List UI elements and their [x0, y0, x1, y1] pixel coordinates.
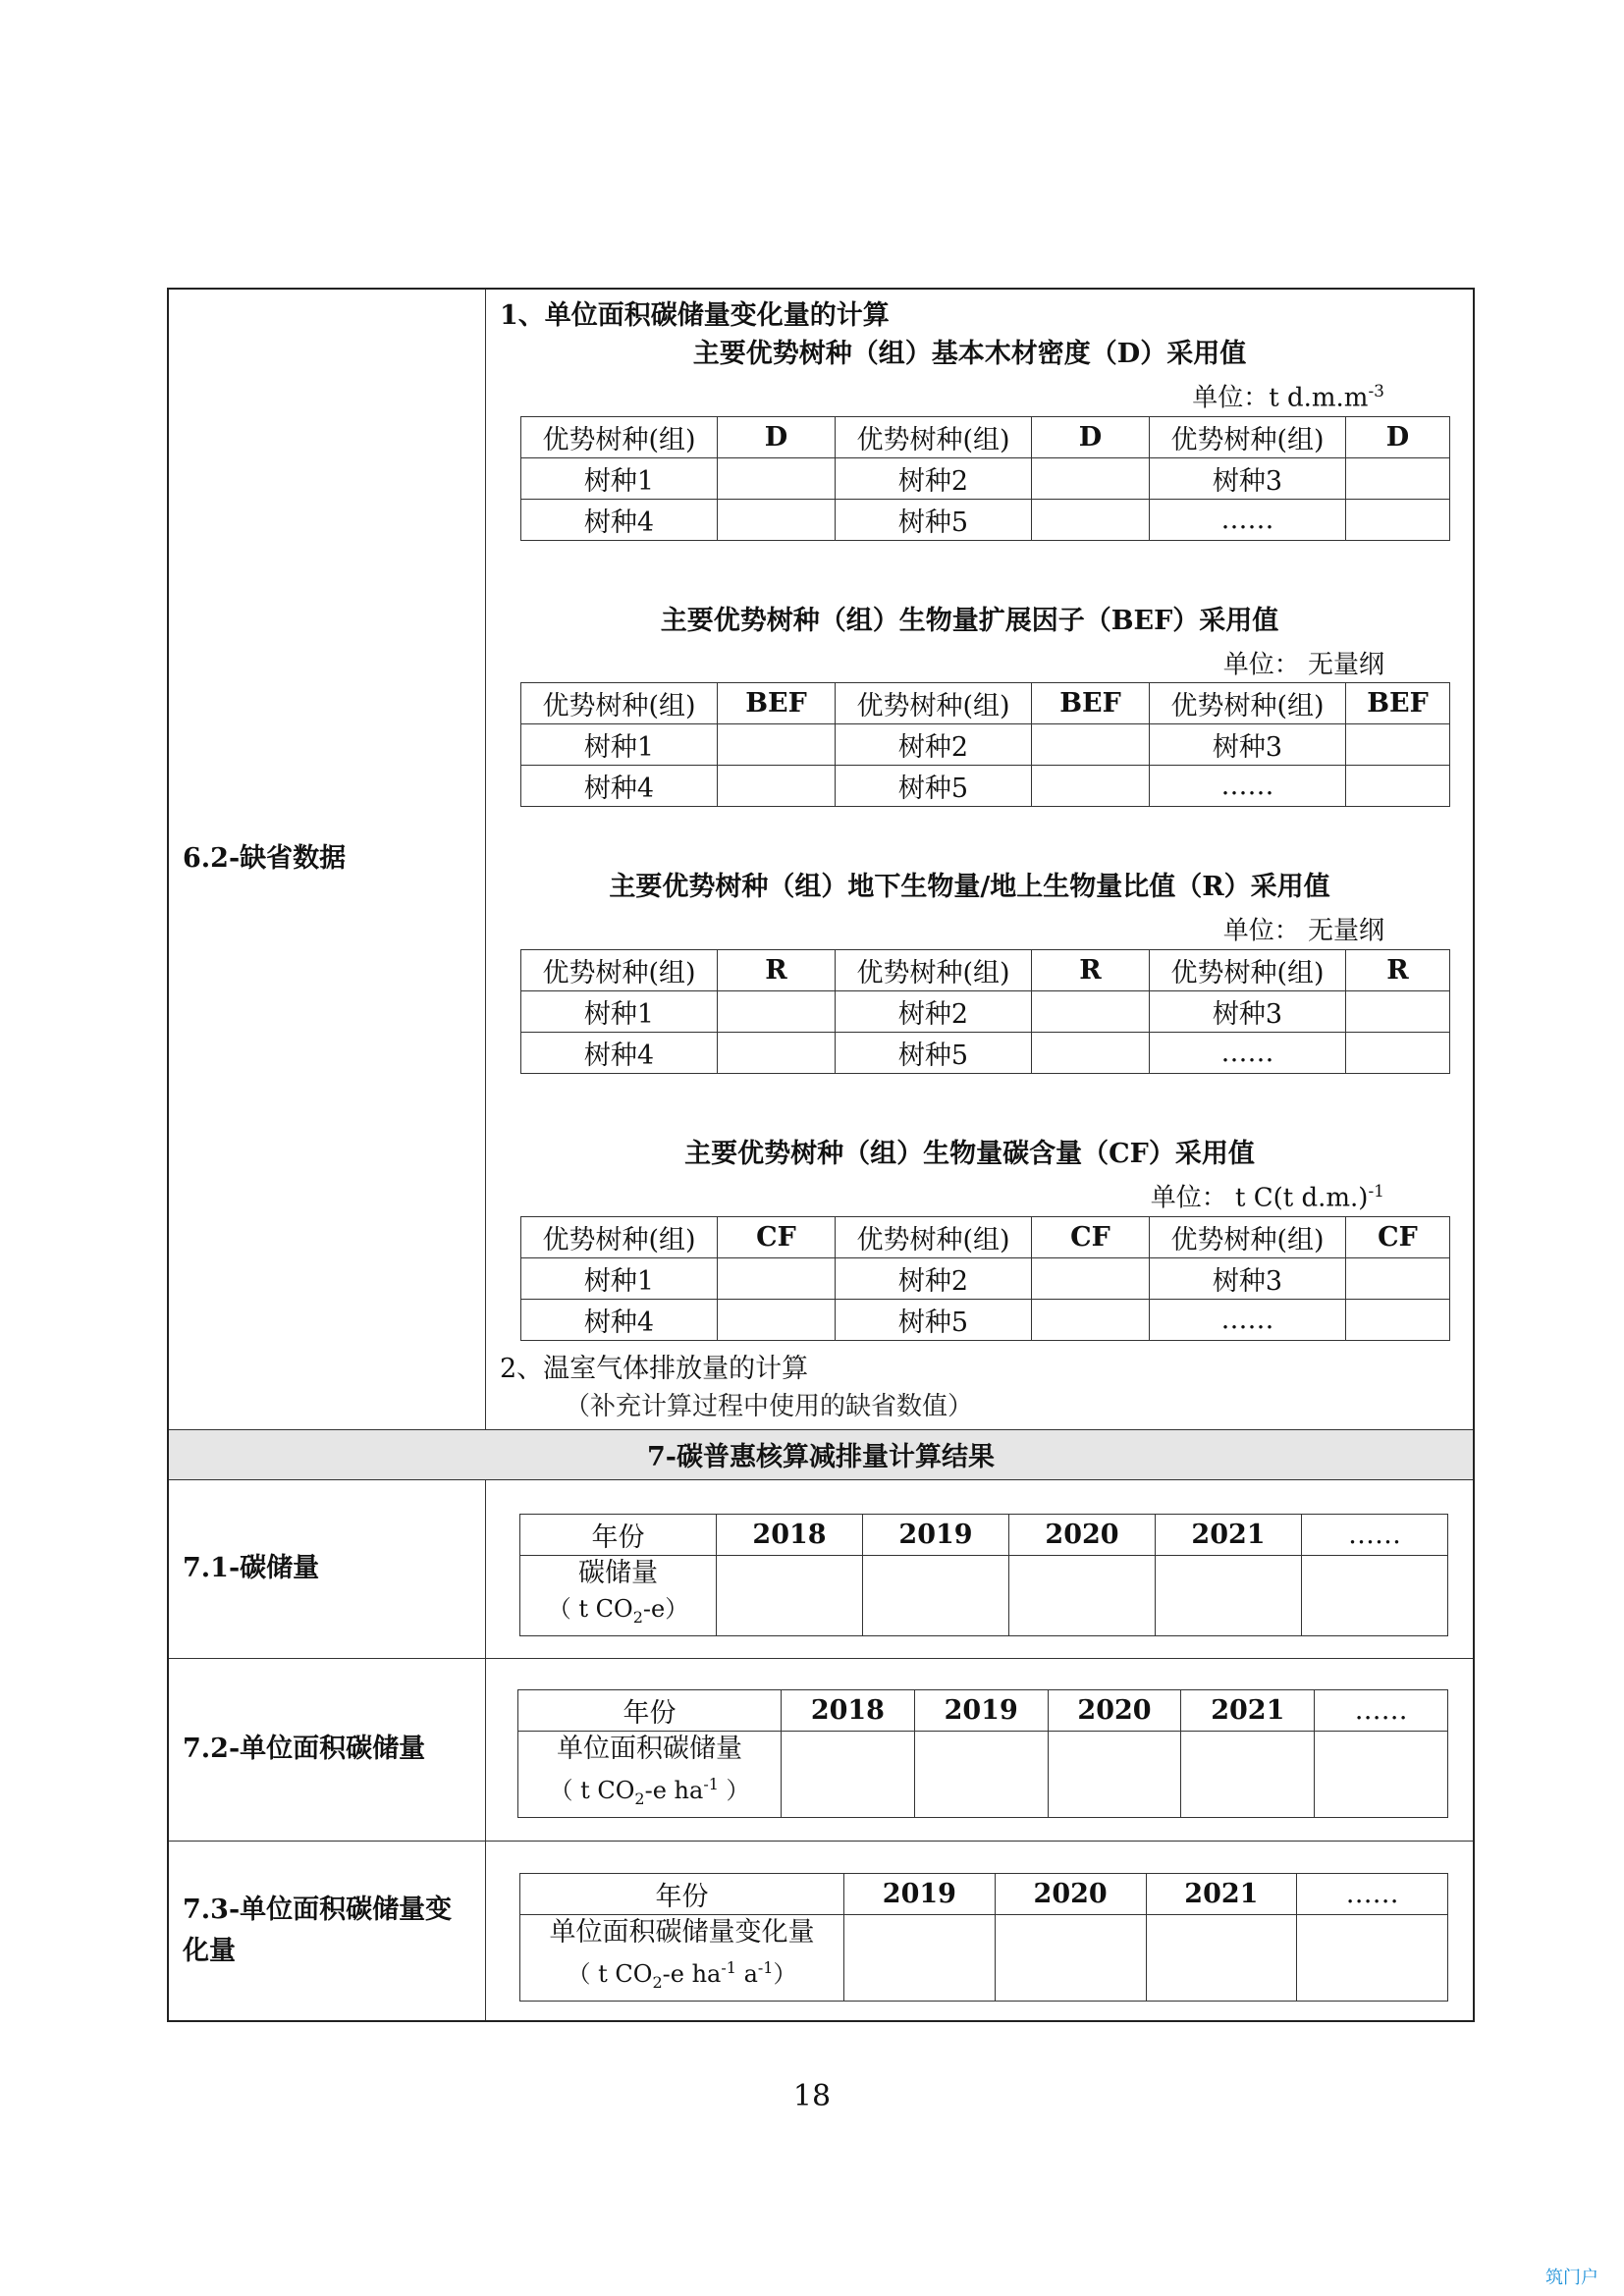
species-header: 优势树种(组)	[1150, 683, 1346, 724]
param-value-cell[interactable]	[718, 457, 836, 499]
year-cell: 2019	[844, 1874, 996, 1915]
species-name: 树种4	[521, 1299, 718, 1340]
param-table-block	[500, 602, 1439, 808]
species-header: 优势树种(组)	[836, 683, 1032, 724]
param-header: CF	[1346, 1216, 1450, 1257]
year-cell: ……	[1315, 1689, 1448, 1731]
value-cell[interactable]	[1009, 1555, 1156, 1635]
subsection-1-heading: 1、单位面积碳储量变化量的计算	[500, 300, 890, 331]
value-cell[interactable]	[1302, 1555, 1448, 1635]
param-header: D	[1032, 416, 1150, 457]
year-cell: 2018	[782, 1689, 915, 1731]
species-name: 树种1	[521, 990, 718, 1032]
year-cell: 2020	[995, 1874, 1146, 1915]
subsection-2-note: （补充计算过程中使用的缺省数值）	[565, 1391, 974, 1421]
species-header: 优势树种(组)	[1150, 416, 1346, 457]
species-name: 树种3	[1150, 990, 1346, 1032]
species-name: 树种1	[521, 724, 718, 766]
species-header: 优势树种(组)	[521, 1216, 718, 1257]
row-label: 碳储量 （ t $CO_2-e$）	[520, 1555, 717, 1635]
param-value-cell[interactable]	[718, 766, 836, 807]
param-value-cell[interactable]	[1032, 1257, 1150, 1299]
species-name: ……	[1150, 1032, 1346, 1073]
species-param-table	[520, 949, 1450, 1074]
species-name: 树种5	[836, 499, 1032, 540]
param-value-cell[interactable]	[1346, 1032, 1450, 1073]
page-number: 18	[792, 2079, 832, 2113]
param-header: BEF	[1032, 683, 1150, 724]
value-cell[interactable]	[782, 1731, 915, 1817]
param-table-title: 主要优势树种（组）生物量碳含量（CF）采用值	[684, 1138, 1255, 1169]
param-table-block	[500, 1135, 1439, 1341]
param-header: R	[1346, 949, 1450, 990]
species-name: 树种3	[1150, 724, 1346, 766]
species-name: 树种4	[521, 766, 718, 807]
species-param-table	[520, 682, 1450, 807]
param-header: CF	[1032, 1216, 1150, 1257]
param-value-cell[interactable]	[1032, 990, 1150, 1032]
section-7-1-label: 7.1-碳储量	[168, 1479, 486, 1658]
form-table	[167, 288, 1475, 2022]
param-table-block	[500, 335, 1439, 541]
species-header: 优势树种(组)	[1150, 949, 1346, 990]
param-table-unit: 单位：t $d.m.m^{-3}$	[1192, 382, 1384, 413]
year-cell: 2020	[1048, 1689, 1181, 1731]
value-cell[interactable]	[844, 1915, 996, 2002]
param-table-title: 主要优势树种（组）基本木材密度（D）采用值	[692, 339, 1247, 369]
param-header: R	[1032, 949, 1150, 990]
species-name: ……	[1150, 1299, 1346, 1340]
species-name: 树种2	[836, 457, 1032, 499]
species-name: ……	[1150, 499, 1346, 540]
param-value-cell[interactable]	[718, 990, 836, 1032]
row-label: 单位面积碳储量 （ t $CO_2-e$ $ha^{-1}$ ）	[518, 1731, 782, 1817]
section-7-2-label: 7.2-单位面积碳储量	[168, 1658, 486, 1841]
param-table-title: 主要优势树种（组）地下生物量/地上生物量比值（R）采用值	[609, 872, 1330, 903]
param-value-cell[interactable]	[1346, 766, 1450, 807]
species-name: 树种3	[1150, 457, 1346, 499]
year-header: 年份	[520, 1874, 844, 1915]
value-cell[interactable]	[1315, 1731, 1448, 1817]
param-value-cell[interactable]	[1346, 1257, 1450, 1299]
param-header: R	[718, 949, 836, 990]
species-name: 树种1	[521, 457, 718, 499]
param-header: D	[1346, 416, 1450, 457]
carbon-stock-table	[519, 1514, 1448, 1636]
species-name: 树种4	[521, 1032, 718, 1073]
species-header: 优势树种(组)	[836, 416, 1032, 457]
value-cell[interactable]	[717, 1555, 863, 1635]
param-header: BEF	[718, 683, 836, 724]
species-header: 优势树种(组)	[521, 683, 718, 724]
section-6-2-content	[486, 289, 1475, 1429]
species-name: 树种5	[836, 1299, 1032, 1340]
year-cell: 2020	[1009, 1514, 1156, 1555]
year-cell: ……	[1302, 1514, 1448, 1555]
year-header: 年份	[520, 1514, 717, 1555]
param-value-cell[interactable]	[1032, 457, 1150, 499]
species-param-table	[520, 416, 1450, 541]
param-header: CF	[718, 1216, 836, 1257]
species-param-table	[520, 1216, 1450, 1341]
species-name: 树种2	[836, 1257, 1032, 1299]
species-name: 树种3	[1150, 1257, 1346, 1299]
section-7-3-label: 7.3-单位面积碳储量变 化量	[168, 1841, 486, 2021]
param-value-cell[interactable]	[1346, 1299, 1450, 1340]
param-value-cell[interactable]	[718, 499, 836, 540]
param-value-cell[interactable]	[718, 1032, 836, 1073]
param-header: BEF	[1346, 683, 1450, 724]
param-header: D	[718, 416, 836, 457]
value-cell[interactable]	[1181, 1731, 1315, 1817]
section-6-2-label: 6.2-缺省数据	[168, 289, 486, 1429]
species-header: 优势树种(组)	[521, 949, 718, 990]
species-name: 树种2	[836, 724, 1032, 766]
value-cell[interactable]	[1297, 1915, 1448, 2002]
species-header: 优势树种(组)	[521, 416, 718, 457]
value-cell[interactable]	[914, 1731, 1048, 1817]
value-cell[interactable]	[1048, 1731, 1181, 1817]
param-value-cell[interactable]	[718, 724, 836, 766]
param-table-title: 主要优势树种（组）生物量扩展因子（BEF）采用值	[660, 605, 1279, 636]
param-value-cell[interactable]	[1346, 724, 1450, 766]
year-cell: 2018	[717, 1514, 863, 1555]
watermark-logo: 筑门户	[1545, 2268, 1598, 2288]
species-header: 优势树种(组)	[836, 1216, 1032, 1257]
param-table-unit: 单位： 无量纲	[1222, 916, 1384, 946]
param-value-cell[interactable]	[1032, 766, 1150, 807]
year-cell: 2021	[1146, 1874, 1297, 1915]
year-cell: 2019	[914, 1689, 1048, 1731]
area-carbon-change-table	[519, 1873, 1448, 2002]
species-name: ……	[1150, 766, 1346, 807]
param-value-cell[interactable]	[1032, 499, 1150, 540]
area-carbon-stock-table	[517, 1689, 1448, 1818]
section-7-title: 7-碳普惠核算减排量计算结果	[168, 1429, 1474, 1479]
param-value-cell[interactable]	[1032, 724, 1150, 766]
param-value-cell[interactable]	[1346, 990, 1450, 1032]
row-label: 单位面积碳储量变化量 （ t $CO_2-e$ $ha^{-1}$ $a^{-1}$）	[520, 1915, 844, 2002]
species-name: 树种5	[836, 1032, 1032, 1073]
year-cell: 2019	[863, 1514, 1009, 1555]
value-cell[interactable]	[863, 1555, 1009, 1635]
param-value-cell[interactable]	[1346, 457, 1450, 499]
species-header: 优势树种(组)	[1150, 1216, 1346, 1257]
year-cell: 2021	[1156, 1514, 1302, 1555]
param-table-block	[500, 868, 1439, 1074]
param-value-cell[interactable]	[1032, 1032, 1150, 1073]
value-cell[interactable]	[1156, 1555, 1302, 1635]
param-value-cell[interactable]	[1032, 1299, 1150, 1340]
param-value-cell[interactable]	[718, 1257, 836, 1299]
species-name: 树种4	[521, 499, 718, 540]
param-table-unit: 单位： 无量纲	[1222, 650, 1384, 680]
species-header: 优势树种(组)	[836, 949, 1032, 990]
year-header: 年份	[518, 1689, 782, 1731]
species-name: 树种1	[521, 1257, 718, 1299]
species-name: 树种2	[836, 990, 1032, 1032]
param-value-cell[interactable]	[1346, 499, 1450, 540]
value-cell[interactable]	[995, 1915, 1146, 2002]
year-cell: 2021	[1181, 1689, 1315, 1731]
param-table-unit: 单位： t C(t d.m.)$^{-1}$	[1150, 1181, 1384, 1213]
subsection-2-heading: 2、温室气体排放量的计算	[500, 1353, 809, 1384]
value-cell[interactable]	[1146, 1915, 1297, 2002]
year-cell: ……	[1297, 1874, 1448, 1915]
species-name: 树种5	[836, 766, 1032, 807]
param-value-cell[interactable]	[718, 1299, 836, 1340]
